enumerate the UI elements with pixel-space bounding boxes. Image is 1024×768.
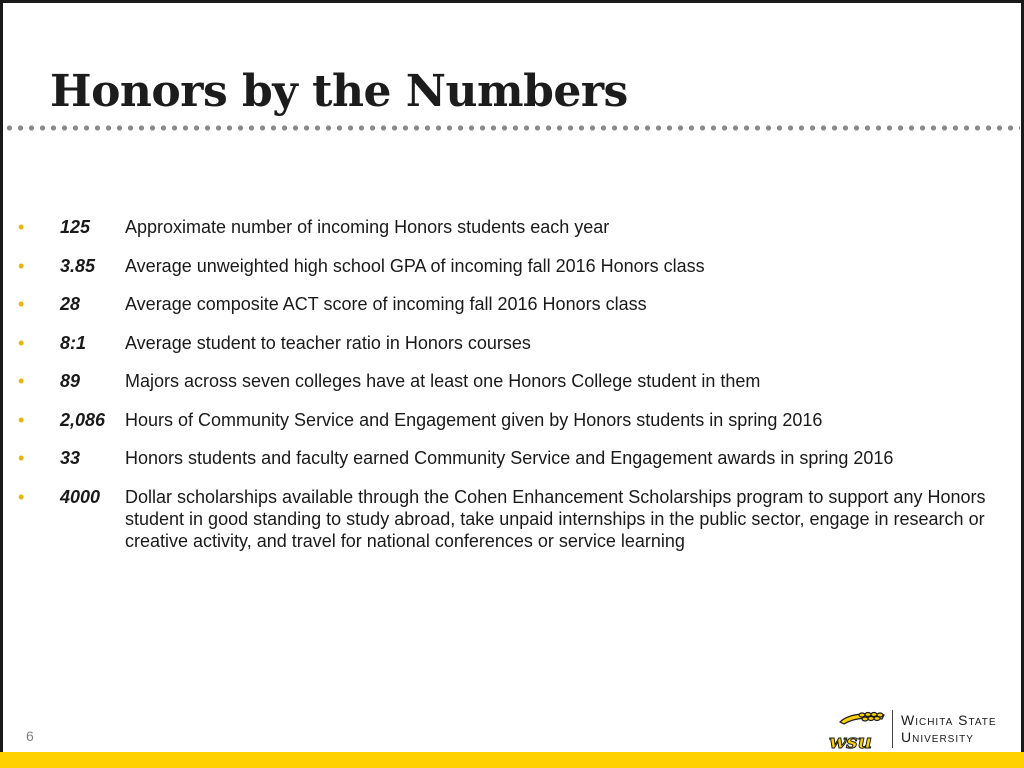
logo-line-2: University (901, 729, 974, 745)
logo-wordmark (901, 712, 997, 746)
stat-description: Average unweighted high school GPA of incoming fall 2016 Honors class (125, 255, 705, 276)
stat-description: Average student to teacher ratio in Honors courses (125, 332, 531, 353)
stat-number: 89 (60, 371, 81, 391)
stat-number: 3.85 (60, 255, 96, 276)
stat-description: Hours of Community Service and Engagement given by Honors students in spring 2016 (125, 409, 823, 430)
footer-yellow-bar (0, 752, 1024, 768)
svg-text:wsu: wsu (829, 729, 873, 752)
wichita-state-logo (826, 706, 1016, 752)
stat-number: 28 (60, 294, 81, 314)
stat-item (18, 255, 1008, 277)
stat-number: 125 (60, 217, 91, 237)
bullet-icon: • (18, 448, 25, 468)
stat-number: 33 (60, 448, 81, 468)
bullet-icon: • (18, 217, 25, 237)
bullet-icon: • (18, 294, 25, 314)
stat-item (18, 216, 1008, 238)
slide-title: Honors by the Numbers (50, 66, 628, 117)
stat-number: 4000 (60, 486, 101, 507)
bullet-icon: • (18, 486, 25, 507)
page-number: 6 (26, 728, 34, 744)
stat-item (18, 370, 1008, 392)
stat-item (18, 447, 1008, 469)
bullet-icon: • (18, 332, 25, 353)
stat-description: Majors across seven colleges have at least one Honors College student in them (125, 371, 761, 391)
stat-item (18, 293, 1008, 315)
bullet-icon: • (18, 371, 25, 391)
logo-divider (892, 710, 893, 748)
stat-item (18, 332, 1008, 354)
bullet-icon: • (18, 255, 25, 276)
stat-description: Average composite ACT score of incoming fall 2016 Honors class (125, 294, 647, 314)
stat-item (18, 409, 1008, 431)
stat-item (18, 486, 1008, 552)
stat-description: Approximate number of incoming Honors students each year (125, 217, 610, 237)
stat-number: 8:1 (60, 332, 87, 353)
bullet-icon: • (18, 409, 25, 430)
stat-description: Dollar scholarships available through the Cohen Enhancement Scholarships program to support any Honors student in good standing to study abroad, take unpaid internships in the public sector, engage in research or creative activity, and travel for national conferences or service learning (125, 486, 986, 551)
stat-description: Honors students and faculty earned Community Service and Engagement awards in spring 2016 (125, 448, 894, 468)
logo-line-1: Wichita State (901, 712, 997, 728)
dotted-divider (4, 124, 1020, 132)
stats-list (18, 216, 1008, 568)
stat-number: 2,086 (60, 409, 106, 430)
shocker-wheat-logo-icon (826, 706, 888, 752)
